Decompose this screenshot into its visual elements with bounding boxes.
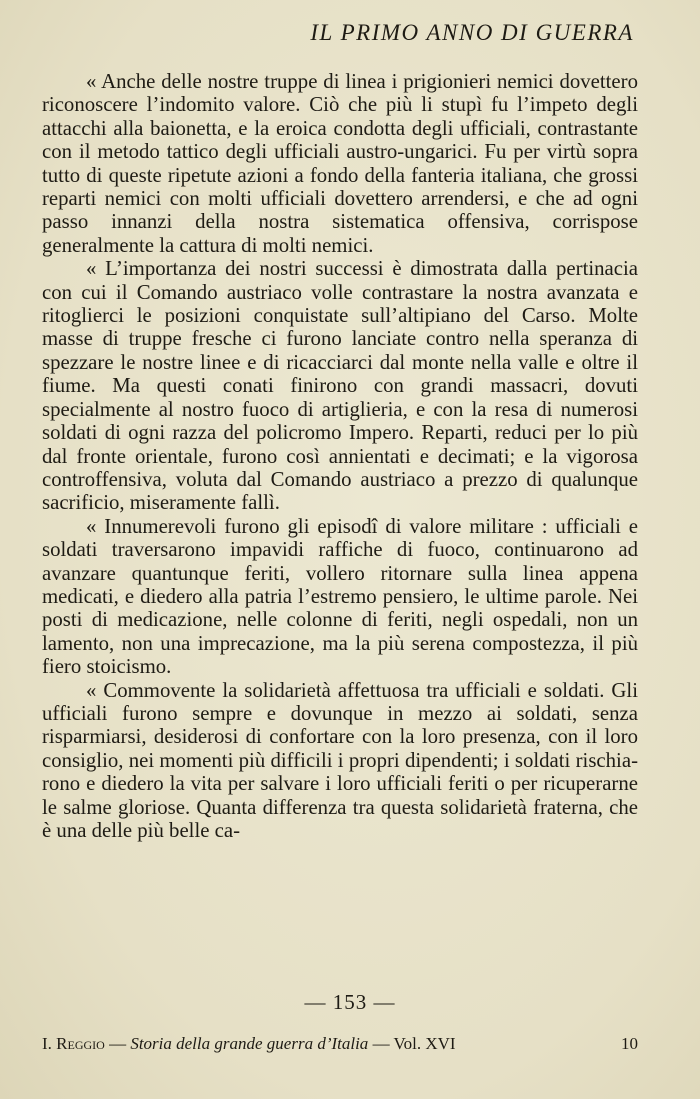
signature-credit <box>42 1034 456 1054</box>
signature-volume: Vol. XVI <box>393 1034 456 1053</box>
paragraph-3: « Innumerevoli furono gli episodî di valore militare : ufficiali e soldati traversarono impavidi raffiche di fuoco, continuarono ad avanzare quantunque feriti, vollero ritornare sulla linea appena medicati, e diedero alla patria l’estremo pensiero, le ultime parole. Nei posti di medicazione, nelle colonne di feriti, negli ospedali, non un lamento, non una imprecazione, ma la più serena compostezza, il più fiero stoicismo. <box>42 514 638 679</box>
signature-work-title: Storia della grande guerra d’Italia <box>130 1034 369 1053</box>
signature-separator: — <box>104 1034 131 1053</box>
signature-author: I. Reggio <box>42 1034 105 1053</box>
printer-signature-line <box>42 1034 638 1054</box>
paragraph-2: « L’importanza dei nostri successi è dimostrata dalla pertinacia con cui il Comando austriaco volle contrastare la nostra avanzata e ritoglierci le posizioni conquistate sull’altipiano del Carso. Molte masse di truppe fresche ci furono lanciate contro nella speranza di spezzare le nostre linee e di ricacciarci dal monte nella valle e oltre il fiume. Ma questi conati finirono con grandi massacri, dovuti specialmente al nostro fuoco di artiglieria, e con la resa di numerosi soldati di ogni razza del policromo Impero. Reparti, reduci per lo più dal fronte orientale, furono così annientati e decimati; e la vigorosa controffensiva, voluta dal Comando austriaco a prezzo di qualunque sacrificio, miseramente fallì. <box>42 257 638 515</box>
signature-separator: — <box>368 1034 394 1053</box>
running-head: IL PRIMO ANNO DI GUERRA <box>310 20 634 45</box>
page-number: — 153 — <box>304 990 396 1014</box>
body-text <box>42 70 638 842</box>
paragraph-1: « Anche delle nostre truppe di linea i prigionieri nemici dovettero riconoscere l’indomito valore. Ciò che più li stupì fu l’impeto degli attacchi alla baionetta, e la eroica condotta degli ufficiali, contrastante con il metodo tattico degli ufficiali austro-ungarici. Fu per virtù sopra tutto di queste ripetute azioni a fondo della fanteria italiana, che grossi reparti nemici con molti ufficiali dovettero arrendersi, e che ad ogni passo innanzi della nostra sistematica offensiva, corrispose generalmente la cattura di molti nemici. <box>42 70 638 257</box>
signature-number: 10 <box>621 1034 638 1053</box>
paragraph-4: « Commovente la solidarietà affettuosa tra ufficiali e soldati. Gli ufficiali furono sempre e dovunque in mezzo ai soldati, senza risparmiarsi, desiderosi di confortare con la loro presenza, con il loro consiglio, nei momenti più difficili i propri dipendenti; i soldati rischiarono e diedero la vita per salvare i loro ufficiali feriti o per ricuperarne le salme gloriose. Quanta differenza tra questa solidarietà fraterna, che è una delle più belle ca- <box>42 678 638 842</box>
